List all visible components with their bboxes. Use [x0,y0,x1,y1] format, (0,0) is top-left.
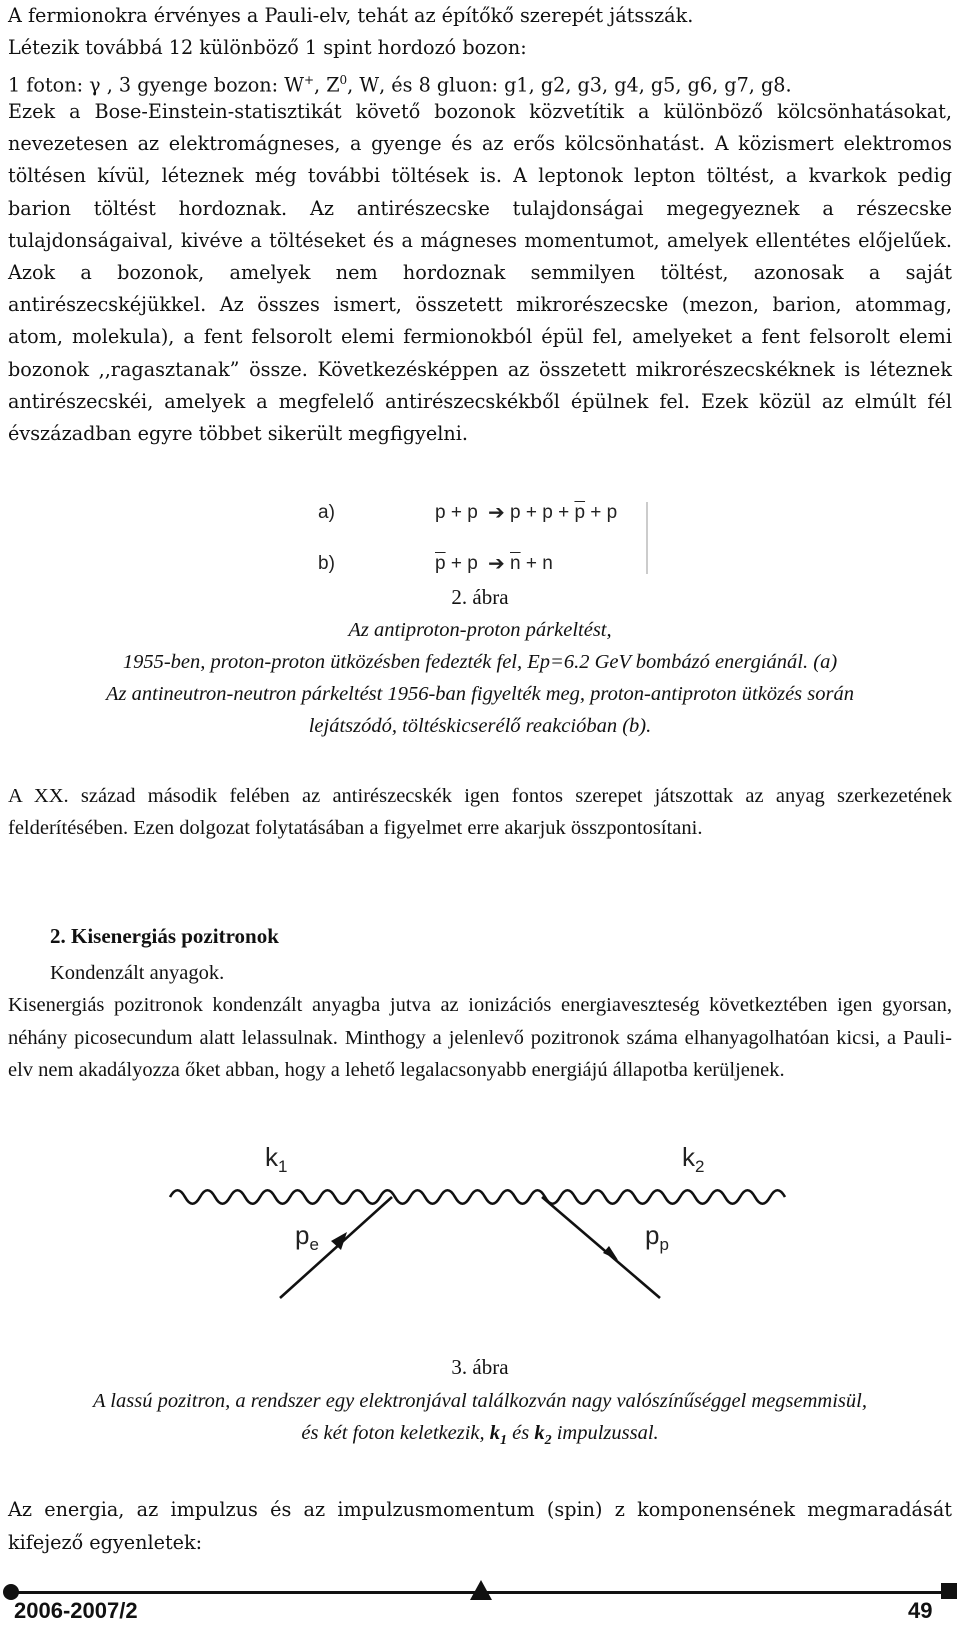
intro-body: Ezek a Bose-Einstein-statisztikát követő bozonok közvetítik a különböző kölcsönhatásokat, nevezetesen az elektromágneses, a gyenge és az erős kölcsönhatást. A közismert elektromos töltésen kívül, léteznek még további töltések is. A leptonok lepton töltést, a kvarkok pedig barion töltést hordoznak. Az antirészecske tulajdonságai megegyeznek a részecske tulajdonságaival, kivéve a töltéseket és a mágneses momentumot, amelyek ellentétes előjelűek. Azok a bozonok, amelyek nem hordoznak semmilyen töltést, azonosak a saját antirészecskéjükkel. Az összes ismert, összetett mikrorészecske (mezon, barion, atommag, atom, molekula), a fent felsorolt elemi fermionokból épül fel, amelyeket a fent felsorolt elemi bozonok ,,ragasztanak” össze. Következésképpen az összetett mikrorészecskéknek is léteznek antirészecskéi, amelyek a megfelelő antirészecskékből épülnek fel. Ezek közül az elmúlt fél évszázadban egyre többet sikerült megfigyelni. [8,100,952,446]
footer-issue: 2006-2007/2 [14,1598,138,1623]
figure-2-caption-line-4: lejátszódó, töltéskicserélő reakcióban (b). [308,715,652,737]
reaction-a-label: a) [318,502,335,523]
footer-page-number: 49 [908,1598,933,1623]
positron-line [542,1197,660,1298]
figure-2-caption-line-2: 1955-ben, proton-proton ütközésben fedezték fel, Ep=6.2 GeV bombázó energiánál. (a) [122,651,838,673]
section-heading: 2. Kisenergiás pozitronok [50,924,279,948]
figure-2-caption-line-1: Az antiproton-proton párkeltést, [348,619,612,641]
figure-3-number: 3. ábra [451,1355,509,1379]
intro-line-1: A fermionokra érvényes a Pauli-elv, tehát az építőkő szerepét játsszák. [8,4,694,27]
section-body: Kisenergiás pozitronok kondenzált anyagba jutva az ionizációs energiaveszteség következtében igen gyorsan, néhány picosecundum alatt lelassulnak. Minthogy a jelenlevő pozitronok száma elhanyagolhatóan kicsi, a Pauli-elv nem akadályozza őket abban, hogy a lehető legalacsonyabb energiájú állapotba kerüljenek. [8,994,952,1081]
intro-line-3: 1 foton: γ , 3 gyenge bozon: W+, $Z^0$, W, és 8 gluon: g1, g2, g3, g4, g5, g6, g7, g8. [8,73,792,97]
reaction-b-label: b) [318,553,335,574]
reaction-b-rhs: $\overline{n} + n$ [510,553,553,574]
photon-line [170,1190,785,1204]
footer-square-icon [941,1583,957,1599]
positron-arrow-icon [603,1246,618,1260]
label-pp: $p_p$ [645,1220,669,1255]
reaction-a-rhs: $p + p + \overline{p} + p$ [510,502,618,523]
arrow-icon: ➔ [488,502,505,524]
figure-2-caption-line-3: Az antineutron-neutron párkeltést 1956-ban figyelték meg, proton-antiproton ütközés során [106,683,854,705]
figure-2-border [646,502,648,574]
reaction-b-lhs: $\overline{p} + p$ [435,553,478,574]
figure-3-caption-line-1: A lassú pozitron, a rendszer egy elektronjával találkozván nagy valószínűséggel megsemmisül, [93,1390,867,1412]
figure-3-caption-line-2: és két foton keletkezik, $k_1$ és $k_2$ impulzussal. [301,1422,659,1449]
label-pe: $p_e$ [295,1220,319,1255]
section-subheading: Kondenzált anyagok. [50,962,225,984]
arrow-icon: ➔ [488,553,505,575]
reaction-a-lhs: p + p [435,502,478,523]
label-k2: $k_2$ [682,1142,705,1177]
figure-2-number: 2. ábra [451,585,509,609]
paragraph-antiparticles: A XX. század második felében az antirészecskék igen fontos szerepet játszottak az anyag szerkezetének felderítésében. Ezen dolgozat folytatásában a figyelmet erre akarjuk összpontosítani. [8,785,952,839]
intro-line-2: Létezik továbbá 12 különböző 1 spint hordozó bozon: [8,36,527,59]
label-k1: $k_1$ [265,1142,288,1177]
footer-triangle-icon [470,1580,492,1600]
paragraph-conservation: Az energia, az impulzus és az impulzusmomentum (spin) z komponensének megmaradását kifejező egyenletek: [8,1498,952,1554]
